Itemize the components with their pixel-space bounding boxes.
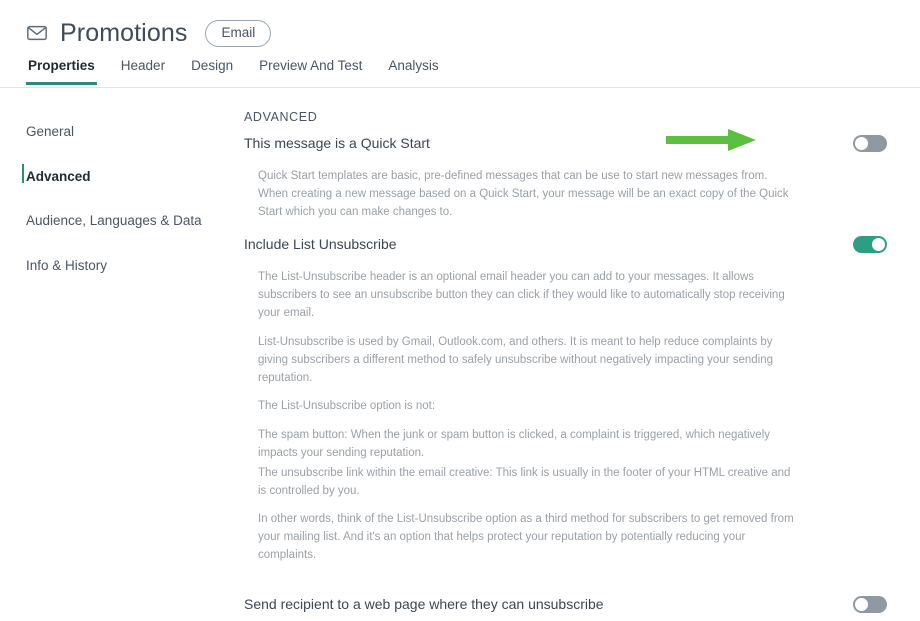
list-unsubscribe-paragraph-3: The List-Unsubscribe option is not: [258,400,436,413]
quick-start-toggle[interactable] [853,135,887,152]
tab-preview-and-test[interactable]: Preview And Test [259,58,363,73]
section-title: ADVANCED [244,110,318,124]
tab-bar [26,58,441,85]
list-unsubscribe-paragraph-1: The List-Unsubscribe header is an optional email header you can add to your messages. It allows subscribers to see an unsubscribe button they can click if they would like to automatically stop receiving your email. [258,271,785,320]
toggle-knob [855,137,868,150]
sidebar-item-general[interactable]: General [26,124,75,139]
quick-start-label: This message is a Quick Start [244,135,430,151]
advanced-settings-panel [222,88,920,612]
title-row [26,20,271,47]
list-unsubscribe-toggle[interactable] [853,236,887,253]
sidebar-item-info-history[interactable]: Info & History [26,257,108,273]
toggle-knob [872,238,885,251]
sidebar-item-advanced[interactable]: Advanced [0,161,222,193]
sidebar [0,88,222,518]
list-unsubscribe-paragraph-4: The spam button: When the junk or spam button is clicked, a complaint is triggered, which negatively impacts your sending reputation. [258,429,771,459]
list-unsubscribe-paragraph-2: List-Unsubscribe is used by Gmail, Outlook.com, and others. It is meant to help reduce complaints by giving subscribers a different method to safely unsubscribe without negatively impacting your sending reputation. [258,335,774,384]
setting-quick-start [244,134,892,160]
tab-design[interactable]: Design [191,58,234,73]
setting-web-page-unsubscribe [244,595,892,621]
tab-header[interactable]: Header [120,58,166,73]
list-unsubscribe-paragraph-5: The unsubscribe link within the email creative: This link is usually in the footer of your HTML creative and is controlled by you. [258,466,791,497]
setting-list-unsubscribe [244,235,892,261]
toggle-knob [855,598,868,611]
web-page-unsubscribe-label: Send recipient to a web page where they can unsubscribe [244,595,604,612]
tab-properties[interactable]: Properties [26,58,97,85]
tab-analysis[interactable]: Analysis [388,58,439,73]
web-page-unsubscribe-toggle[interactable] [853,596,887,613]
page-header [0,0,920,88]
page-title: Promotions [60,18,188,47]
quick-start-description: Quick Start templates are basic, pre-defined messages that can be use to start new messages from. When creating a new message based on a Quick Start, your message will be an exact copy of the Quick Start which you can make changes to. [258,170,789,218]
channel-pill[interactable]: Email [205,20,271,47]
list-unsubscribe-label: Include List Unsubscribe [244,236,397,253]
list-unsubscribe-paragraph-6: In other words, think of the List-Unsubscribe option as a third method for subscribers to get removed from your mailing list. And it's an option that helps protect your reputation by potentially reducing your complaints. [258,513,794,561]
sidebar-item-audience-languages-data[interactable]: Audience, Languages & Data [26,213,202,229]
envelope-icon [26,22,48,44]
